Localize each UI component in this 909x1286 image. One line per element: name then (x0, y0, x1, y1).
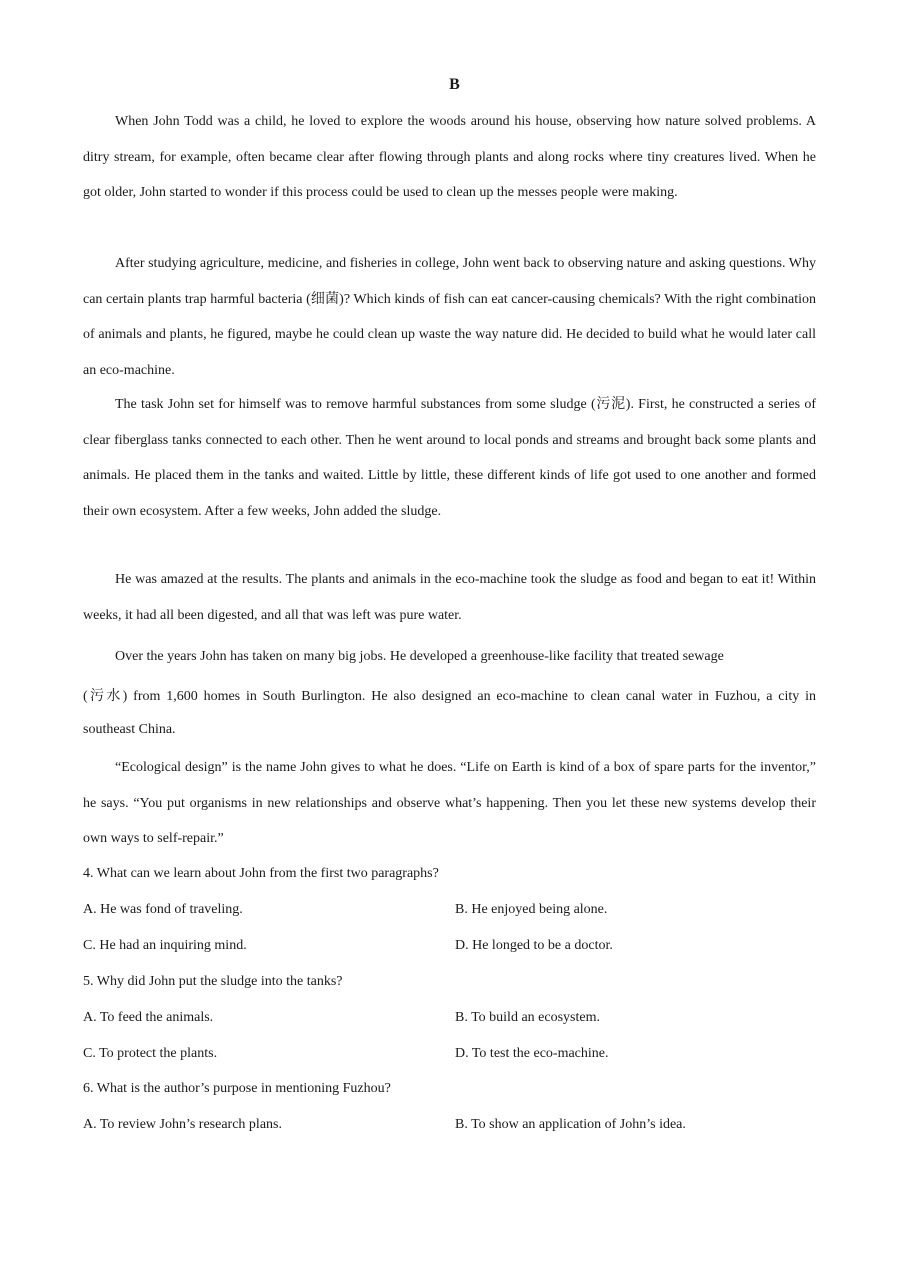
section-heading: B (449, 76, 460, 93)
paragraph-1: When John Todd was a child, he loved to explore the woods around his house, observing how nature solved problems. A ditry stream, for example, often became clear after flowing through plants and along rocks where tiny creatures lived. When he got older, John started to wonder if this process could be used to clean up the messes people were making. (83, 114, 816, 200)
question-6-stem: 6. What is the author’s purpose in mentioning Fuzhou? (83, 1081, 391, 1096)
question-6-option-a: A. To review John’s research plans. (83, 1117, 282, 1132)
paragraph-2: After studying agriculture, medicine, and fisheries in college, John went back to observing nature and asking questions. Why can certain plants trap harmful bacteria (细菌)? Which kinds of fish can eat cancer-causing chemicals? With the right combination of animals and plants, he figured, maybe he could clean up waste the way nature did. He decided to build what he would later call an eco-machine. (83, 256, 816, 378)
question-5-option-b: B. To build an ecosystem. (455, 1010, 600, 1025)
paragraph-4: He was amazed at the results. The plants and animals in the eco-machine took the sludge as food and began to eat it! Within weeks, it had all been digested, and all that was left was pure water. (83, 572, 816, 623)
paragraph-5-rest: (污水) from 1,600 homes in South Burlington. He also designed an eco-machine to clean canal water in Fuzhou, a city in southeast China. (83, 689, 816, 737)
question-5-option-d: D. To test the eco-machine. (455, 1046, 609, 1061)
question-5-option-a: A. To feed the animals. (83, 1010, 214, 1025)
paragraph-5 (83, 633, 816, 746)
question-5-stem: 5. Why did John put the sludge into the tanks? (83, 974, 343, 989)
question-4-stem: 4. What can we learn about John from the first two paragraphs? (83, 866, 439, 881)
question-4-option-a: A. He was fond of traveling. (83, 902, 243, 917)
question-5-option-c: C. To protect the plants. (83, 1046, 218, 1061)
question-6-option-b: B. To show an application of John’s idea. (455, 1117, 686, 1132)
question-4-option-b: B. He enjoyed being alone. (455, 902, 608, 917)
paragraph-5-line-1: Over the years John has taken on many big jobs. He developed a greenhouse-like facility that treated sewage (115, 649, 724, 664)
paragraph-3: The task John set for himself was to remove harmful substances from some sludge (污泥). First, he constructed a series of clear fiberglass tanks connected to each other. Then he went around to local ponds and streams and brought back some plants and animals. He placed them in the tanks and waited. Little by little, these different kinds of life got used to one another and formed their own ecosystem. After a few weeks, John added the sludge. (83, 397, 816, 519)
paragraph-6: “Ecological design” is the name John gives to what he does. “Life on Earth is kind of a box of spare parts for the inventor,” he says. “You put organisms in new relationships and observe what’s happening. Then you let these new systems develop their own ways to self-repair.” (83, 760, 816, 846)
question-4-option-d: D. He longed to be a doctor. (455, 938, 613, 953)
question-4-option-c: C. He had an inquiring mind. (83, 938, 247, 953)
